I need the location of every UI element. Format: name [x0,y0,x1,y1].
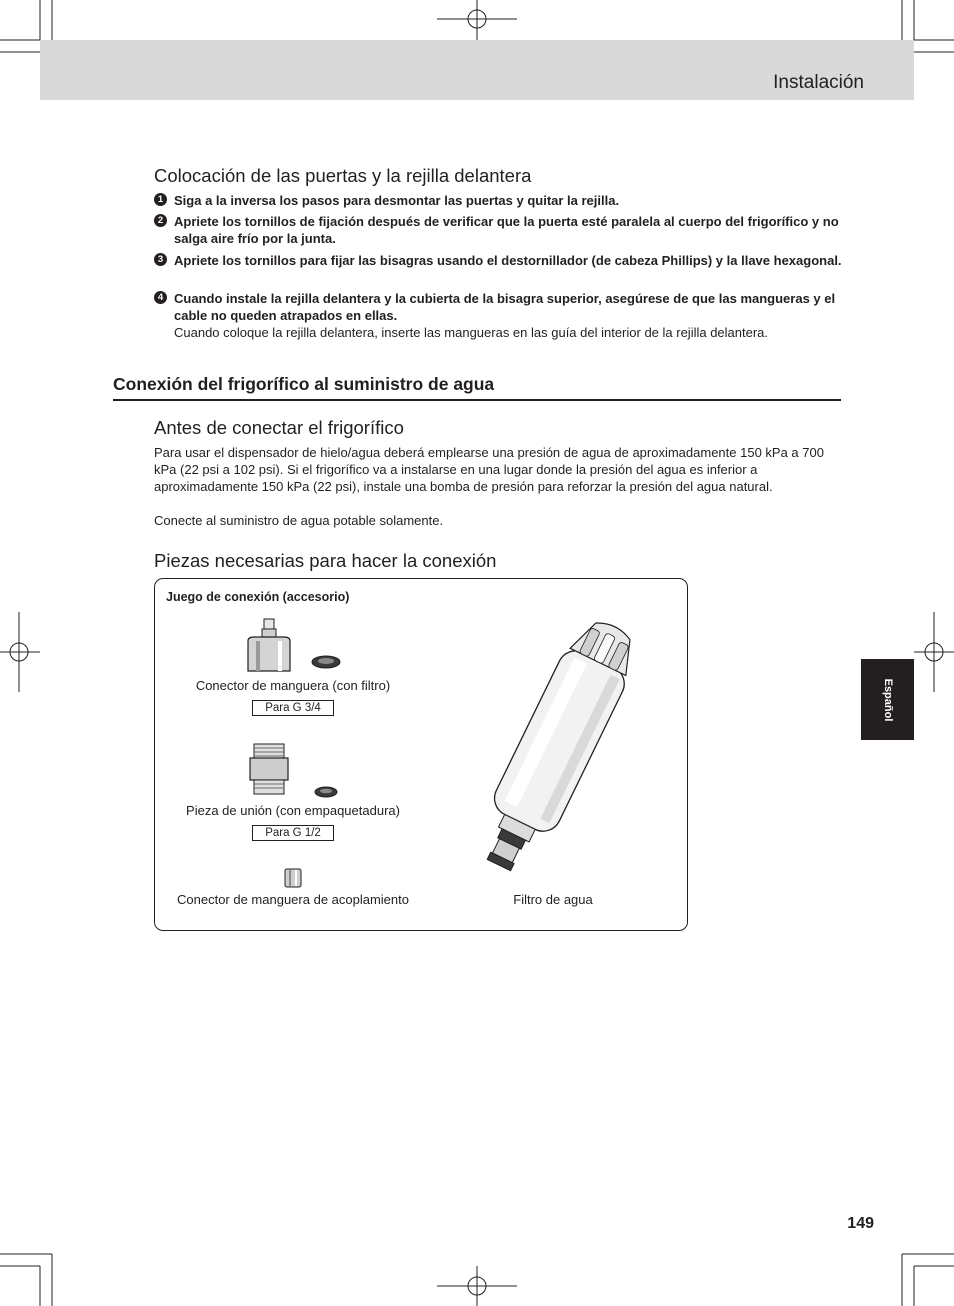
water-filter-illustration [450,610,660,890]
hose-connector-tag: Para G 3/4 [252,700,334,716]
step-note: Cuando coloque la rejilla delantera, inserte las mangueras en las guía del interior de la rejilla delantera. [174,325,769,340]
language-tab-label: Español [881,678,894,721]
step-text: Apriete los tornillos de fijación después de verificar que la puerta esté paralela al cuerpo del frigorífico y no salga aire frío por la junta. [174,214,839,246]
step-2 [154,213,844,247]
step-number: 4 [154,291,167,304]
step-3 [154,252,844,269]
step-number: 1 [154,193,167,206]
header-title: Instalación [773,72,864,93]
subsection-title-before: Antes de conectar el frigorífico [154,417,404,438]
union-piece-illustration [240,740,350,800]
section-title-doors: Colocación de las puertas y la rejilla delantera [154,165,532,186]
pressure-paragraph: Para usar el dispensador de hielo/agua deberá emplearse una presión de agua de aproximadamente 150 kPa a 700 kPa (22 psi a 102 psi). Si el frigorífico va a instalarse en una lugar donde la presión del agua es inferior a aproximadamente 150 kPa (22 psi), instale una bomba de presión para reforzar la presión del agua natural. [154,445,824,494]
hose-connector-illustration [240,615,350,677]
step-4 [154,290,844,341]
step-number: 3 [154,253,167,266]
coupling-connector-label: Conector de manguera de acoplamiento [177,892,409,907]
union-piece-tag: Para G 1/2 [252,825,334,841]
section-heading-water: Conexión del frigorífico al suministro de agua [113,374,841,401]
step-text: Siga a la inversa los pasos para desmontar las puertas y quitar la rejilla. [174,193,620,208]
step-text: Apriete los tornillos para fijar las bisagras usando el destornillador (de cabeza Phillips) y la llave hexagonal. [174,253,842,268]
page-number: 149 [847,1215,874,1232]
hose-connector-label: Conector de manguera (con filtro) [195,678,391,693]
step-text: Cuando instale la rejilla delantera y la cubierta de la bisagra superior, asegúrese de que las mangueras y el cable no queden atrapados en ellas. [174,291,836,323]
water-filter-label: Filtro de agua [513,892,593,907]
coupling-connector-illustration [282,866,304,890]
step-1 [154,192,844,209]
subsection-title-parts: Piezas necesarias para hacer la conexión [154,550,497,571]
step-number: 2 [154,214,167,227]
language-tab-text-wrap [861,659,914,740]
potable-paragraph: Conecte al suministro de agua potable solamente. [154,513,444,528]
union-piece-label: Pieza de unión (con empaquetadura) [186,803,400,818]
parts-box-title: Juego de conexión (accesorio) [166,590,350,604]
